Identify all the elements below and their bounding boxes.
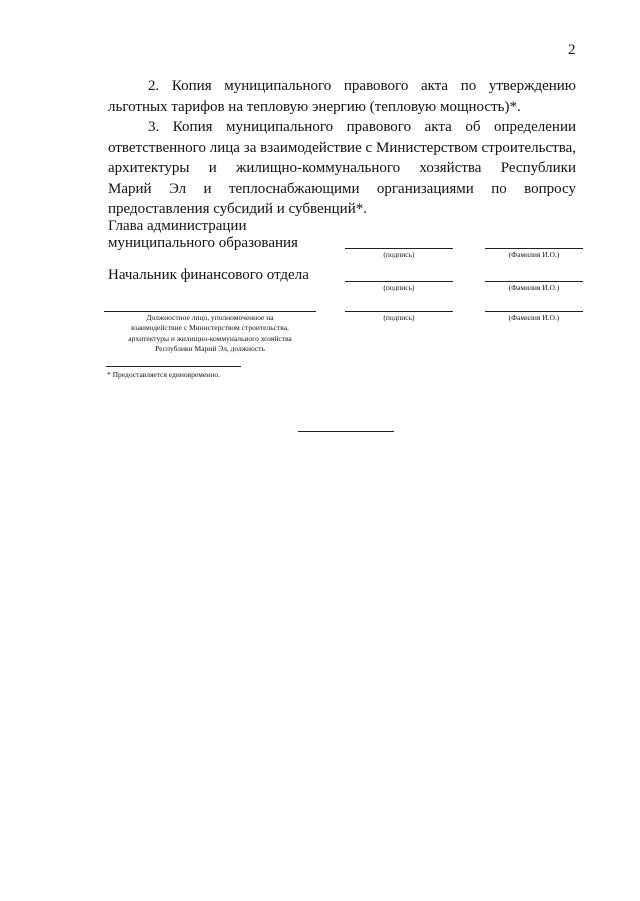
name-line xyxy=(485,281,583,282)
footnote: * Предоставляется единовременно. xyxy=(107,370,220,379)
name-line xyxy=(485,311,583,312)
paragraph-line: 2. Копия муниципального правового акта по утверждению xyxy=(148,78,576,94)
official-position-caption: Должностное лицо, уполномоченное на взаимодействие с Министерством строительства, архитектуры и жилищно-коммунального хозяйства Республики Марий Эл, должность xyxy=(128,313,292,354)
signature-caption: (подпись) xyxy=(383,313,415,322)
paragraph-2 xyxy=(108,76,576,117)
signature-line xyxy=(345,311,453,312)
signature-line xyxy=(345,248,453,249)
signature-line xyxy=(345,281,453,282)
name-caption: (Фамилия И.О.) xyxy=(508,250,560,259)
signature-caption: (подпись) xyxy=(383,283,415,292)
position-line xyxy=(104,311,316,312)
paragraph-line: архитектуры и жилищно-коммунального хозяйства Республики xyxy=(108,160,576,176)
paragraph-line: ответственного лица за взаимодействие с Министерством строительства, xyxy=(108,139,576,156)
signature-caption: (подпись) xyxy=(383,250,415,259)
finance-head-title: Начальник финансового отдела xyxy=(108,267,309,283)
name-line xyxy=(485,248,583,249)
paragraph-line: предоставления субсидий и субвенций*. xyxy=(108,201,367,217)
name-caption: (Фамилия И.О.) xyxy=(508,313,560,322)
paragraph-line: 3. Копия муниципального правового акта об определении xyxy=(148,119,576,135)
paragraph-line: льготных тарифов на тепловую энергию (тепловую мощность)*. xyxy=(108,98,521,115)
footnote-separator xyxy=(106,366,241,367)
head-title-line-1: Глава администрации xyxy=(108,218,247,234)
name-caption: (Фамилия И.О.) xyxy=(508,283,560,292)
head-title-line-2: муниципального образования xyxy=(108,235,298,251)
end-rule xyxy=(298,431,394,432)
paragraph-line: Марий Эл и теплоснабжающими организациями по вопросу xyxy=(108,180,576,197)
page-number: 2 xyxy=(568,42,576,58)
paragraph-3 xyxy=(108,117,576,220)
